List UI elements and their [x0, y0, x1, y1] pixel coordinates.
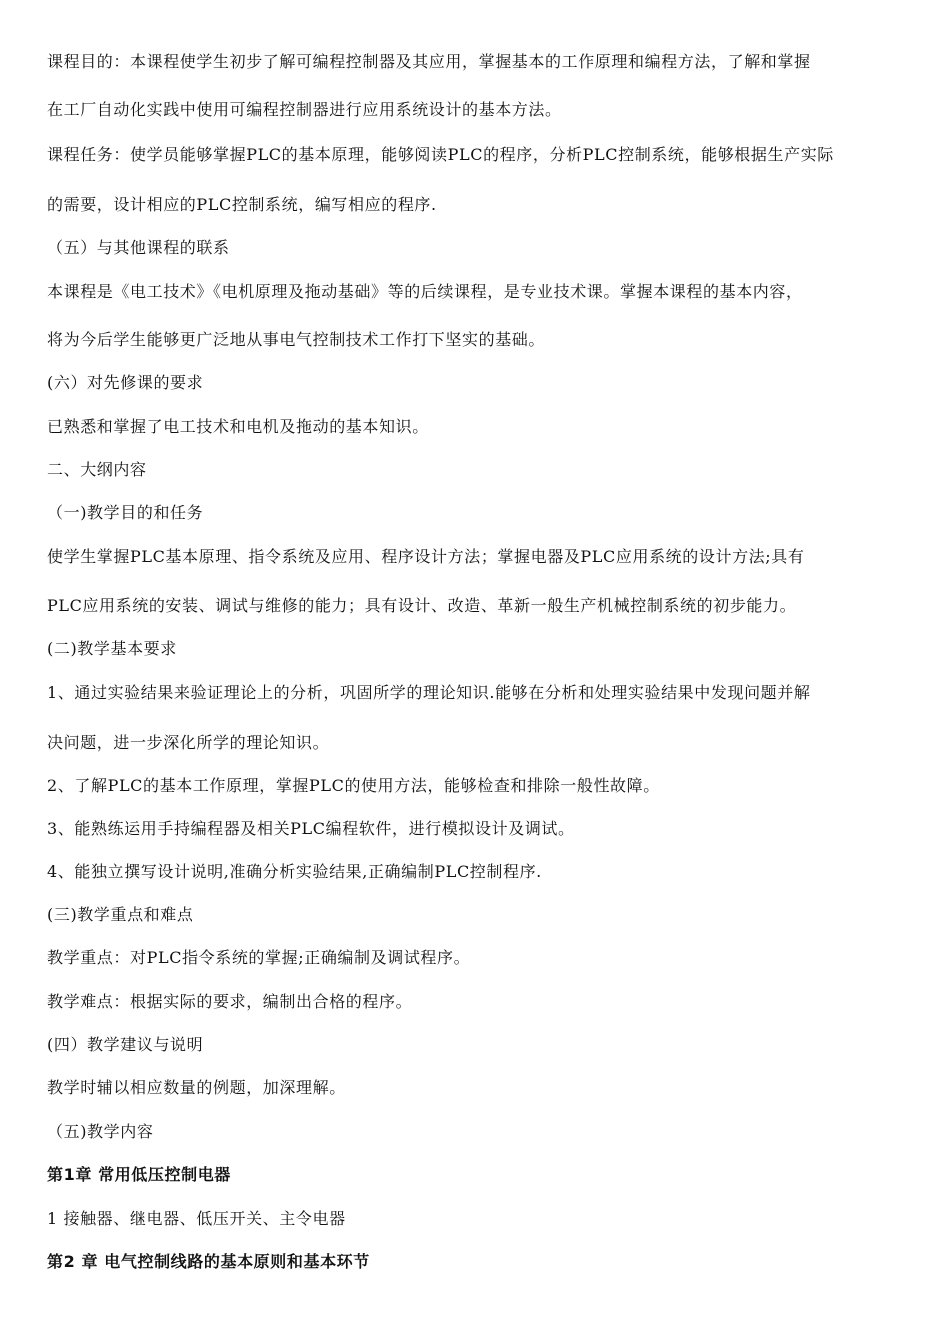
section-heading-requirements: (二)教学基本要求: [47, 639, 177, 658]
requirement-2: 2、了解PLC的基本工作原理，掌握PLC的使用方法，能够检查和排除一般性故障。: [47, 776, 660, 795]
requirement-1-line-2: 决问题，进一步深化所学的理论知识。: [47, 733, 330, 752]
difficulty-text: 教学难点：根据实际的要求，编制出合格的程序。: [47, 992, 413, 1011]
relations-line-2: 将为今后学生能够更广泛地从事电气控制技术工作打下坚实的基础。: [47, 330, 546, 349]
section-heading-key-points: (三)教学重点和难点: [47, 905, 194, 924]
key-point-text: 教学重点：对PLC指令系统的掌握;正确编制及调试程序。: [47, 948, 471, 967]
goals-line-1: 使学生掌握PLC基本原理、指令系统及应用、程序设计方法；掌握电器及PLC应用系统的设计方法;具有: [47, 547, 805, 566]
chapter-1-topics: 1 接触器、继电器、低压开关、主令电器: [47, 1209, 346, 1228]
section-heading-content: （五)教学内容: [47, 1122, 154, 1141]
chapter-2-heading: 第2 章 电气控制线路的基本原则和基本环节: [47, 1252, 370, 1271]
requirement-3: 3、能熟练运用手持编程器及相关PLC编程软件，进行模拟设计及调试。: [47, 819, 575, 838]
section-heading-outline: 二、大纲内容: [47, 460, 147, 479]
section-heading-prerequisites: (六）对先修课的要求: [47, 373, 204, 392]
goals-line-2: PLC应用系统的安装、调试与维修的能力；具有设计、改造、革新一般生产机械控制系统的初步能力。: [47, 596, 797, 615]
chapter-1-heading: 第1章 常用低压控制电器: [47, 1165, 231, 1184]
section-heading-goals: （一)教学目的和任务: [47, 503, 204, 522]
course-task-line-1: 课程任务：使学员能够掌握PLC的基本原理，能够阅读PLC的程序，分析PLC控制系统，能够根据生产实际: [47, 145, 834, 164]
prerequisites-text: 已熟悉和掌握了电工技术和电机及拖动的基本知识。: [47, 417, 429, 436]
suggestions-text: 教学时辅以相应数量的例题，加深理解。: [47, 1078, 346, 1097]
section-heading-suggestions: (四）教学建议与说明: [47, 1035, 204, 1054]
requirement-1-line-1: 1、通过实验结果来验证理论上的分析，巩固所学的理论知识.能够在分析和处理实验结果中发现问题并解: [47, 683, 811, 702]
section-heading-relations: （五）与其他课程的联系: [47, 238, 230, 257]
course-task-line-2: 的需要，设计相应的PLC控制系统，编写相应的程序.: [47, 195, 437, 214]
requirement-4: 4、能独立撰写设计说明,准确分析实验结果,正确编制PLC控制程序.: [47, 862, 542, 881]
course-purpose-line-1: 课程目的：本课程使学生初步了解可编程控制器及其应用，掌握基本的工作原理和编程方法，了解和掌握: [47, 52, 811, 71]
relations-line-1: 本课程是《电工技术》《电机原理及拖动基础》等的后续课程，是专业技术课。掌握本课程的基本内容，: [47, 282, 803, 301]
course-purpose-line-2: 在工厂自动化实践中使用可编程控制器进行应用系统设计的基本方法。: [47, 100, 562, 119]
